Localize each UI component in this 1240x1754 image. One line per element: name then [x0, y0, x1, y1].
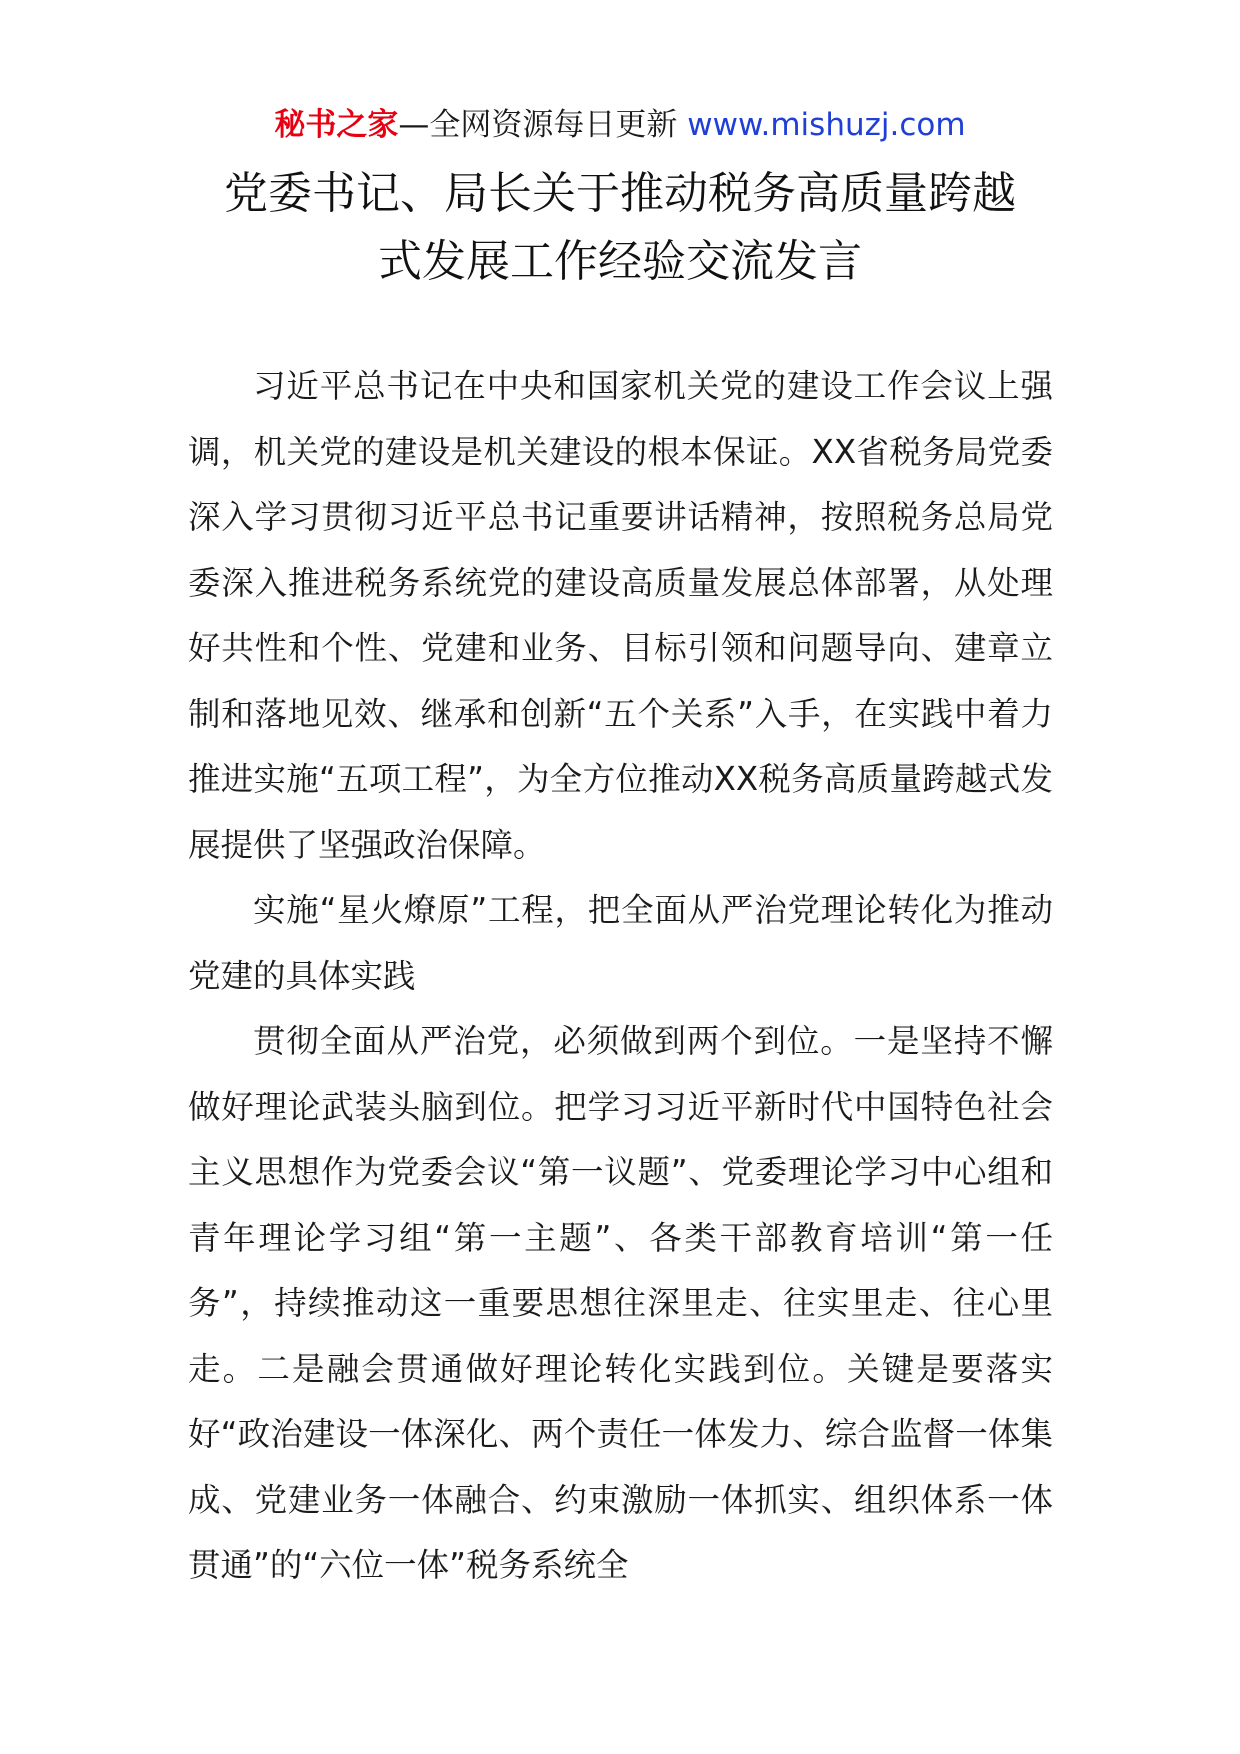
site-header — [0, 103, 1240, 147]
brand-name: 秘书之家 — [274, 107, 399, 143]
title-line-1: 党委书记、局长关于推动税务高质量跨越 — [224, 168, 1016, 219]
paragraph-body: 贯彻全面从严治党，必须做到两个到位。一是坚持不懈做好理论武装头脑到位。把学习习近平新时代中国特色社会主义思想作为党委会议“第一议题”、党委理论学习中心组和青年理论学习组“第一主题”、各类干部教育培训“第一任务”，持续推动这一重要思想往深里走、往实里走、往心里走。二是融会贯通做好理论转化实践到位。关键是要落实好“政治建设一体深化、两个责任一体发力、综合监督一体集成、党建业务一体融合、约束激励一体抓实、组织体系一体贯通”的“六位一体”税务系统全 — [188, 1022, 1053, 1584]
document-title — [150, 160, 1090, 296]
document-body — [188, 354, 1053, 1599]
header-tagline: —全网资源每日更新 — [398, 107, 678, 143]
section-heading: 实施“星火燎原”工程，把全面从严治党理论转化为推动党建的具体实践 — [188, 891, 1053, 995]
paragraph-intro: 习近平总书记在中央和国家机关党的建设工作会议上强调，机关党的建设是机关建设的根本保证。XX省税务局党委深入学习贯彻习近平总书记重要讲话精神，按照税务总局党委深入推进税务系统党的建设高质量发展总体部署，从处理好共性和个性、党建和业务、目标引领和问题导向、建章立制和落地见效、继承和创新“五个关系”入手，在实践中着力推进实施“五项工程”，为全方位推动XX税务高质量跨越式发展提供了坚强政治保障。 — [188, 367, 1053, 864]
site-url-link[interactable]: www.mishuzj.com — [687, 107, 966, 143]
title-line-2: 式发展工作经验交流发言 — [378, 236, 862, 287]
